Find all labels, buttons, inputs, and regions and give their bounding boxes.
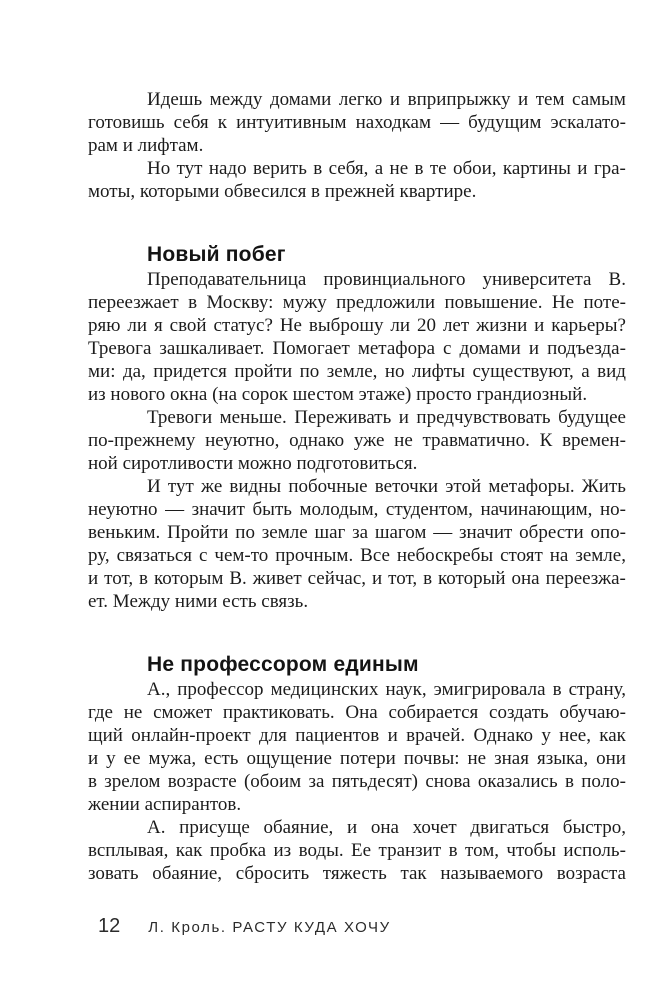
- text-line: Но тут надо верить в себя, а не в те обои, картины и гра-: [147, 158, 626, 179]
- text-line: рам и лифтам.: [88, 135, 204, 156]
- text-line: ми: да, придется пройти по земле, но лифты существуют, а вид: [88, 361, 626, 382]
- text-line: А., профессор медицинских наук, эмигрировала в страну,: [147, 679, 626, 700]
- text-line: неуютно — значит быть молодым, студентом, начинающим, но-: [88, 499, 626, 520]
- text-line: ру, связаться с чем-то прочным. Все небоскребы стоят на земле,: [88, 545, 626, 566]
- text-line: Преподавательница провинциального университета В.: [147, 269, 626, 290]
- text-line: где не сможет практиковать. Она собирается создать обучаю-: [88, 702, 626, 723]
- paragraph: [88, 268, 626, 406]
- section-heading: Новый побег: [147, 243, 286, 266]
- paragraph: [88, 157, 626, 203]
- section-heading: Не профессором единым: [147, 653, 419, 676]
- paragraph: [88, 406, 626, 475]
- text-line: щий онлайн-проект для пациентов и врачей. Однако у нее, как: [88, 725, 626, 746]
- paragraph: [88, 475, 626, 613]
- paragraph: [88, 816, 626, 885]
- text-line: из нового окна (на сорок шестом этаже) просто грандиозный.: [88, 384, 588, 405]
- text-line: И тут же видны побочные веточки этой метафоры. Жить: [147, 476, 626, 497]
- text-line: А. присуще обаяние, и она хочет двигаться быстро,: [147, 817, 626, 838]
- paragraph: [88, 678, 626, 816]
- page-footer: [98, 914, 391, 940]
- text-block: [88, 88, 626, 885]
- text-line: жении аспирантов.: [88, 794, 242, 815]
- text-line: Тревоги меньше. Переживать и предчувствовать будущее: [147, 407, 626, 428]
- text-line: ряю ли я свой статус? Не выброшу ли 20 лет жизни и карьеры?: [88, 315, 626, 336]
- text-line: зовать обаяние, сбросить тяжесть так называемого возраста: [88, 863, 626, 884]
- text-line: по-прежнему неуютно, однако уже не травматично. К времен-: [88, 430, 626, 451]
- text-line: переезжает в Москву: мужу предложили повышение. Не поте-: [88, 292, 626, 313]
- text-line: всплывая, как пробка из воды. Ее транзит в том, чтобы исполь-: [88, 840, 626, 861]
- text-line: ет. Между ними есть связь.: [88, 591, 309, 612]
- text-line: в зрелом возрасте (обоим за пятьдесят) снова оказались в поло-: [88, 771, 626, 792]
- text-line: веньким. Пройти по земле шаг за шагом — значит обрести опо-: [88, 522, 626, 543]
- text-line: моты, которыми обвесился в прежней квартире.: [88, 181, 477, 202]
- text-line: и тот, в которым В. живет сейчас, и тот, в который она переезжа-: [88, 568, 626, 589]
- running-title: Л. Кроль. РАСТУ КУДА ХОЧУ: [148, 919, 391, 936]
- text-line: Тревога зашкаливает. Помогает метафора с домами и подъезда-: [88, 338, 626, 359]
- text-line: Идешь между домами легко и вприпрыжку и тем самым: [147, 89, 626, 110]
- paragraph: [88, 88, 626, 157]
- page-number: 12: [98, 915, 121, 937]
- text-line: ной сиротливости можно подготовиться.: [88, 453, 418, 474]
- text-line: готовишь себя к интуитивным находкам — будущим эскалато-: [88, 112, 626, 133]
- text-line: и у ее мужа, есть ощущение потери почвы: не зная языка, они: [88, 748, 626, 769]
